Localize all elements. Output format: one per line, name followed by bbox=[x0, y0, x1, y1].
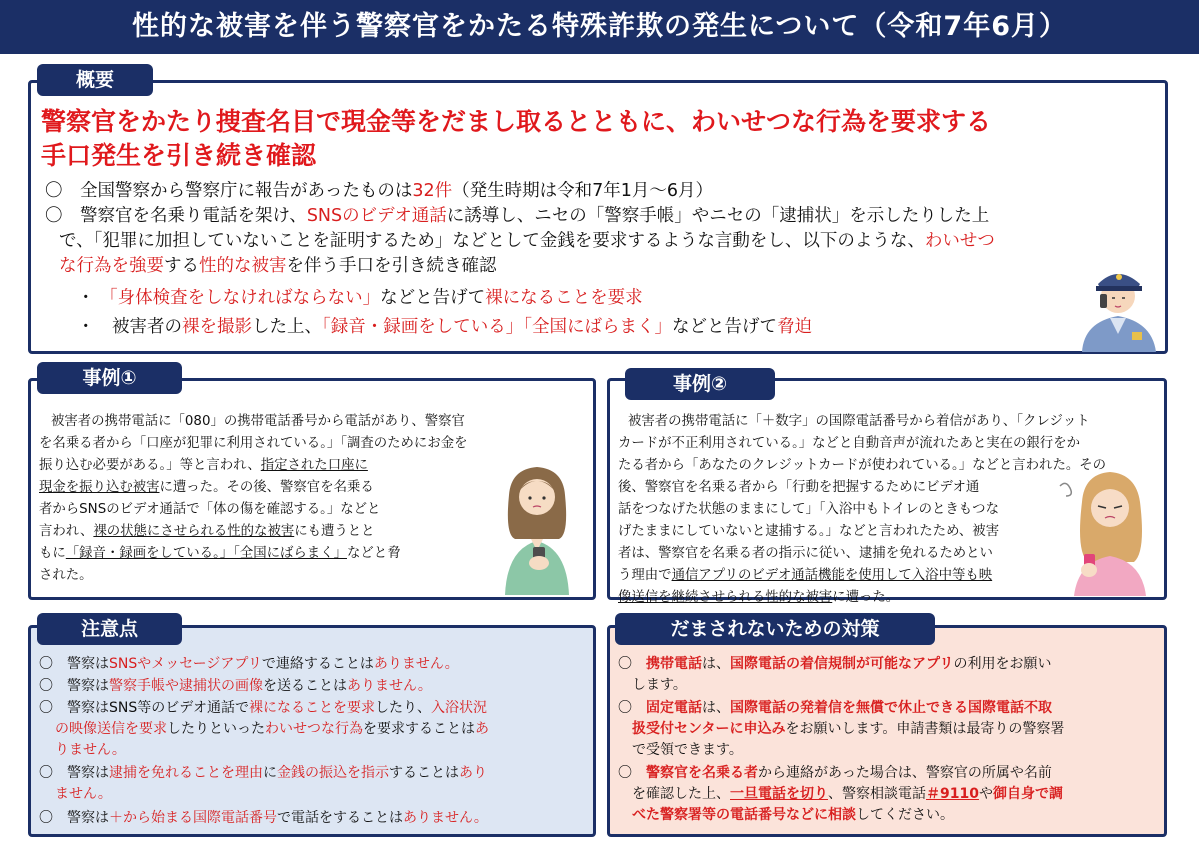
measure-item-cont: べた警察署等の電話番号などに相談してください。 bbox=[632, 807, 954, 823]
measures-panel bbox=[607, 625, 1167, 837]
case2-line: 像送信を継続させられる性的な被害に遭った。 bbox=[618, 590, 900, 605]
measure-item-cont: 扱受付センターに申込みをお願いします。申請書類は最寄りの警察署 bbox=[632, 721, 1065, 737]
caution-item: 〇 警察はSNS等のビデオ通話で裸になることを要求したり、入浴状況 bbox=[39, 700, 487, 716]
overview-panel bbox=[28, 80, 1168, 354]
measure-item: 〇 警察官を名乗る者から連絡があった場合は、警察官の所属や名前 bbox=[618, 765, 1052, 781]
police-officer-illustration bbox=[1070, 256, 1168, 352]
cautions-tab: 注意点 bbox=[37, 613, 182, 645]
case1-line: 現金を振り込む被害に遭った。その後、警察官を名乗る bbox=[39, 480, 374, 495]
case1-line: 者からSNSのビデオ通話で「体の傷を確認する。」などと bbox=[39, 502, 381, 517]
measure-item: 〇 固定電話は、国際電話の発着信を無償で休止できる国際電話不取 bbox=[618, 700, 1052, 716]
case2-line: 被害者の携帯電話に「＋数字」の国際電話番号から着信があり、「クレジット bbox=[628, 414, 1090, 429]
headline-line-1: 警察官をかたり捜査名目で現金等をだまし取るとともに、わいせつな行為を要求する bbox=[41, 107, 992, 136]
case1-line: を名乗る者から「口座が犯罪に利用されている。」「調査のためにお金を bbox=[39, 436, 468, 451]
case2-line: カードが不正利用されている。」などと自動音声が流れたあと実在の銀行をか bbox=[618, 436, 1080, 451]
case2-tab: 事例② bbox=[625, 368, 775, 400]
case1-line: 振り込む必要がある。」等と言われ、指定された口座に bbox=[39, 458, 368, 473]
overview-item-1: 〇 全国警察から警察庁に報告があったものは32件（発生時期は令和7年1月～6月） bbox=[45, 181, 714, 201]
overview-tab: 概要 bbox=[37, 64, 153, 96]
caution-item: 〇 警察は＋から始まる国際電話番号で電話をすることはありません。 bbox=[39, 810, 488, 826]
case1-tab: 事例① bbox=[37, 362, 182, 394]
measure-item-cont: します。 bbox=[632, 677, 687, 693]
page-title: 性的な被害を伴う警察官をかたる特殊詐欺の発生について（令和7年6月） bbox=[0, 0, 1199, 54]
headline-line-2: 手口発生を引き続き確認 bbox=[41, 141, 317, 170]
worried-woman-illustration bbox=[1058, 462, 1162, 596]
measure-item-cont: で受領できます。 bbox=[632, 742, 743, 758]
cautions-panel bbox=[28, 625, 596, 837]
case2-line: げたままにしていないと逮捕する。」などと言われたため、被害 bbox=[618, 524, 1000, 539]
case1-line: 言われ、裸の状態にさせられる性的な被害にも遭うとと bbox=[39, 524, 375, 539]
case1-line: された。 bbox=[39, 568, 93, 583]
measure-item: 〇 携帯電話は、国際電話の着信規制が可能なアプリの利用をお願い bbox=[618, 656, 1052, 672]
caution-item: 〇 警察は警察手帳や逮捕状の画像を送ることはありません。 bbox=[39, 678, 432, 694]
overview-item-2: 〇 警察官を名乗り電話を架け、SNSのビデオ通話に誘導し、ニセの「警察手帳」やニセの「逮捕状」を示したりした上 bbox=[45, 206, 990, 226]
overview-headline bbox=[41, 105, 1151, 173]
caution-item-cont: りません。 bbox=[55, 742, 126, 758]
case2-line: 話をつなげた状態のままにして」「入浴中もトイレのときもつな bbox=[618, 502, 999, 517]
caution-item: 〇 警察は逮捕を免れることを理由に金銭の振込を指示することはあり bbox=[39, 765, 487, 781]
case2-line: 者は、警察官を名乗る者の指示に従い、逮捕を免れるためとい bbox=[618, 546, 993, 561]
case1-line: 被害者の携帯電話に「080」の携帯電話番号から電話があり、警察官 bbox=[51, 414, 465, 429]
overview-item-2-cont2: な行為を強要する性的な被害を伴う手口を引き続き確認 bbox=[59, 256, 497, 276]
overview-bullet-2: ・ 被害者の裸を撮影した上、「録音・録画をしている」「全国にばらまく」などと告げて脅迫 bbox=[77, 317, 812, 337]
case2-line: たる者から「あなたのクレジットカードが使われている。」などと言われた。その bbox=[618, 458, 1107, 473]
woman-with-phone-illustration bbox=[487, 455, 587, 595]
measure-item-cont: を確認した上、一旦電話を切り、警察相談電話＃9110や御自身で調 bbox=[632, 786, 1063, 802]
overview-item-2-cont: で、「犯罪に加担していないことを証明するため」などとして金銭を要求するような言動をし、以下のような、わいせつ bbox=[59, 231, 995, 251]
caution-item-cont: の映像送信を要求したりといったわいせつな行為を要求することはあ bbox=[55, 721, 489, 737]
caution-item: 〇 警察はSNSやメッセージアプリで連絡することはありません。 bbox=[39, 656, 459, 672]
case2-line: う理由で通信アプリのビデオ通話機能を使用して入浴中等も映 bbox=[618, 568, 993, 583]
overview-bullet-1: ・ 「身体検査をしなければならない」などと告げて裸になることを要求 bbox=[77, 288, 643, 308]
case1-line: もに「録音・録画をしている。」「全国にばらまく」などと脅 bbox=[39, 546, 401, 561]
case2-line: 後、警察官を名乗る者から「行動を把握するためにビデオ通 bbox=[618, 480, 980, 495]
measures-tab: だまされないための対策 bbox=[615, 613, 935, 645]
caution-item-cont: ません。 bbox=[55, 786, 112, 802]
